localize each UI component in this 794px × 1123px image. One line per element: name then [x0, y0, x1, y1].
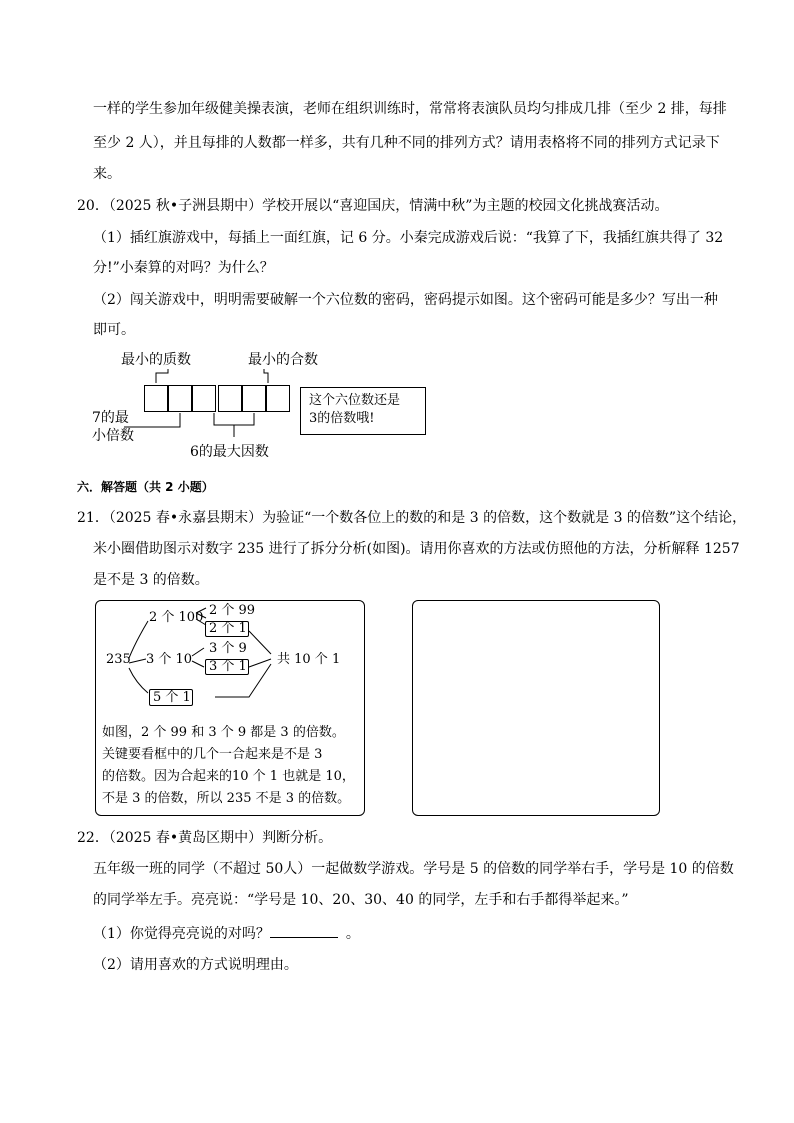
tree-hundreds: 2 个 100 [149, 610, 204, 625]
answer-blank[interactable] [270, 923, 338, 938]
label-multiple-of-7-b: 小倍数 [92, 428, 134, 444]
q22-part1-end: 。 [345, 926, 360, 942]
q21-line3: 是不是 3 的倍数。 [93, 572, 209, 588]
label-largest-factor-6: 6的最大因数 [190, 444, 269, 460]
explain-line-4: 不是 3 的倍数，所以 235 不是 3 的倍数。 [102, 791, 351, 806]
q21-line1: 21．（2025 春•永嘉县期末）为验证“一个数各位上的数的和是 3 的倍数，这个数就是 3 的倍数”这个结论， [77, 510, 747, 526]
q22-heading: 22．（2025 春•黄岛区期中）判断分析。 [77, 830, 333, 846]
hint-note-line2: 3的倍数哦! [309, 411, 375, 426]
section-heading: 六．解答题（共 2 小题） [77, 480, 214, 494]
q22-part2: （2）请用喜欢的方式说明理由。 [93, 957, 298, 973]
password-diagram [88, 345, 448, 465]
q21-line2: 米小圈借助图示对数字 235 进行了拆分分析(如图)。请用你喜欢的方法或仿照他的方法，分析解释 1257 [93, 541, 740, 557]
q20-heading: 20．（2025 秋•子洲县期中）学校开展以“喜迎国庆，情满中秋”为主题的校园文化挑战赛活动。 [77, 198, 669, 214]
tree-tens: 3 个 10 [146, 652, 193, 667]
q20-part2-line1: （2）闯关游戏中，明明需要破解一个六位数的密码，密码提示如图。这个密码可能是多少？写出一种 [93, 292, 718, 308]
q20-part1-line2: 分!”小秦算的对吗？为什么？ [93, 260, 274, 276]
tree-ones-box-c [149, 689, 193, 706]
tree-ones-b: 3 个 1 [209, 659, 247, 674]
label-smallest-composite: 最小的合数 [248, 352, 318, 368]
tree-ones-box-a [205, 621, 249, 637]
hint-note-line1: 这个六位数还是 [309, 393, 401, 408]
q22-line2: 的同学举左手。亮亮说：“学号是 10、20、30、40 的同学，左手和右手都得举起来。” [93, 892, 629, 908]
q20-part1-line1: （1）插红旗游戏中，每插上一面红旗，记 6 分。小秦完成游戏后说：“我算了下，我插红旗共得了 32 [93, 230, 724, 246]
q22-line1: 五年级一班的同学（不超过 50人）一起做数学游戏。学号是 5 的倍数的同学举右手，学号是 10 的倍数 [93, 861, 734, 877]
q22-part1 [93, 923, 360, 944]
intro-line-2: 至少 2 人），并且每排的人数都一样多，共有几种不同的排列方式？请用表格将不同的排列方式记录下 [93, 135, 720, 151]
explain-line-1: 如图，2 个 99 和 3 个 9 都是 3 的倍数。 [102, 725, 345, 740]
example-box [95, 600, 365, 816]
intro-line-3: 来。 [93, 166, 121, 182]
explain-line-2: 关键要看框中的几个一合起来是不是 3 [102, 747, 323, 762]
tree-ones-a: 2 个 1 [209, 621, 247, 636]
label-multiple-of-7-a: 7的最 [92, 410, 129, 426]
tree-ones-c: 5 个 1 [153, 690, 191, 705]
label-smallest-prime: 最小的质数 [121, 352, 191, 368]
tree-99s: 2 个 99 [209, 603, 256, 618]
tree-ones-box-b [205, 659, 249, 675]
explain-line-3: 的倍数。因为合起来的10 个 1 也就是 10， [102, 769, 355, 784]
q20-part2-line2: 即可。 [93, 322, 135, 338]
tree-root: 235 [106, 652, 131, 667]
intro-line-1: 一样的学生参加年级健美操表演，老师在组织训练时，常常将表演队员均匀排成几排（至少 2 排，每排 [93, 101, 727, 117]
hint-note-box [300, 387, 426, 435]
tree-9s: 3 个 9 [209, 641, 247, 656]
answer-box[interactable] [412, 600, 660, 816]
tree-total: 共 10 个 1 [277, 652, 341, 667]
q22-part1-text: （1）你觉得亮亮说的对吗？ [93, 926, 270, 942]
